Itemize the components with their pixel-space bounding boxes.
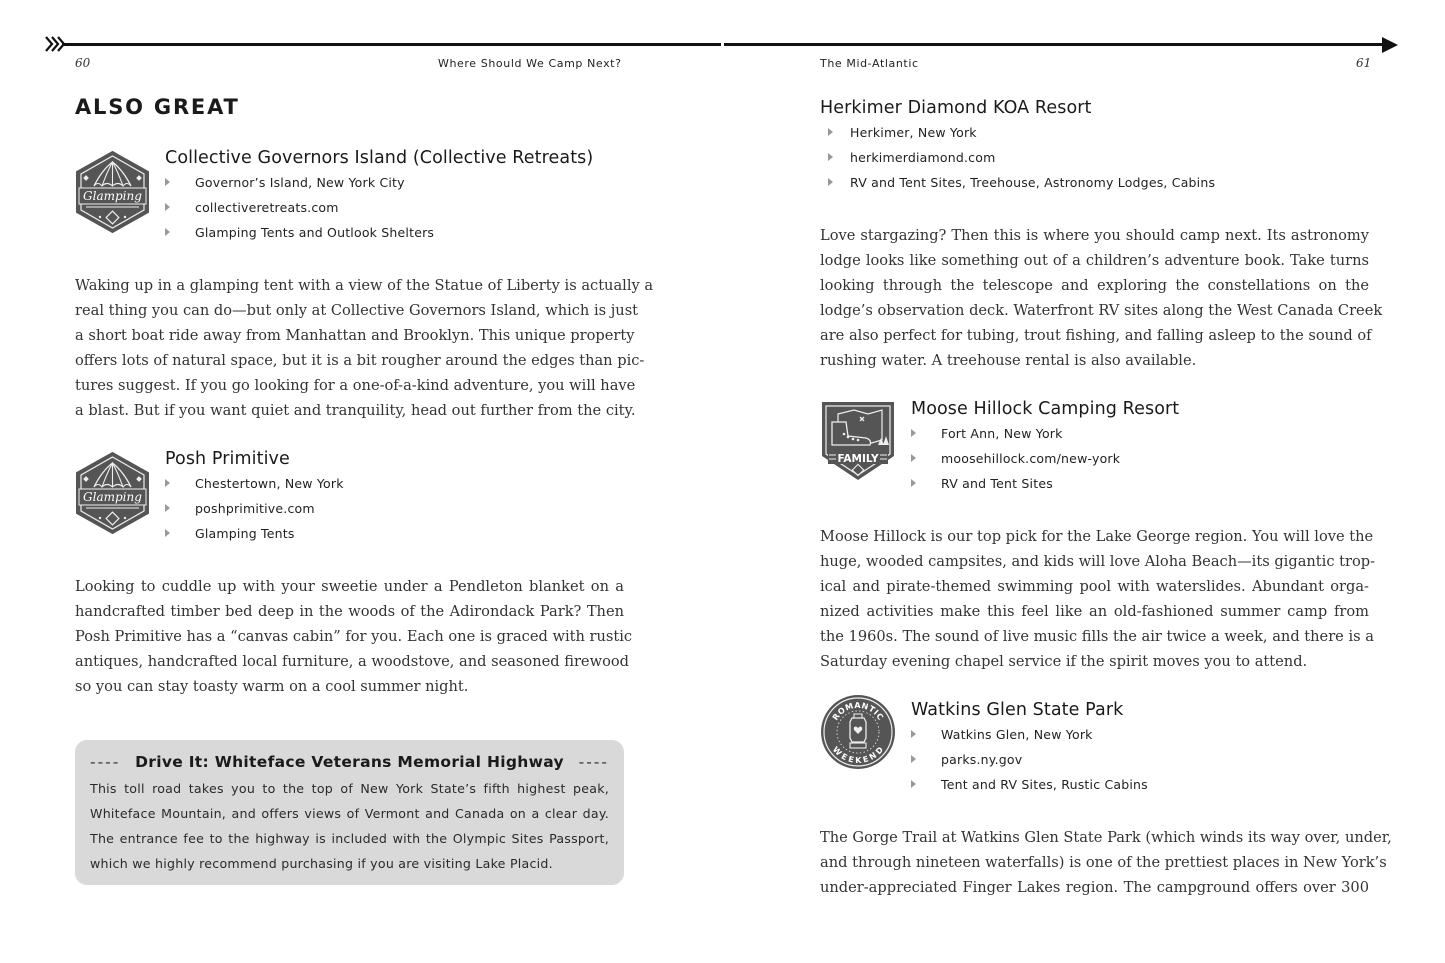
bullet-icon — [911, 730, 916, 738]
section-title: ALSO GREAT — [75, 95, 240, 119]
detail-website[interactable]: moosehillock.com/new-york — [911, 446, 1179, 471]
callout-heading: Drive It: Whiteface Veterans Memorial Highway — [135, 753, 564, 771]
callout-dash-right: ---- — [578, 753, 609, 771]
listing-name: Posh Primitive — [165, 449, 290, 469]
callout-body: This toll road takes you to the top of New York State’s fifth highest peak, Whiteface Mountain, and offers views of Vermont and Canada on a clear day. The entrance fee to the highway is included with the Olympic Sites Passport, which we highly recommend purchasing if you are visiting Lake Placid. — [90, 781, 609, 871]
description-collective-governors-island: Waking up in a glamping tent with a view of the Statue of Liberty is actually a real thing you can do—but only at Collective Governors Island, which is just a short boat ride away from Manhattan and Brooklyn. This unique property offers lots of natural space, but it is a bit rougher around the edges than pic- tures suggest. If you go looking for a one-of-a-kind adventure, you will have a blast. But if you want quiet and tranquility, head out further from the city. — [75, 277, 654, 419]
header-rule-left — [62, 43, 721, 46]
running-head-left: Where Should We Camp Next? — [438, 57, 622, 70]
listing-collective-governors-island — [165, 148, 593, 245]
page-number-right: 61 — [1356, 56, 1372, 70]
detail-location: Herkimer, New York — [820, 120, 1092, 145]
header-rule-right — [724, 43, 1386, 46]
listing-posh-primitive — [165, 449, 344, 546]
description-moose-hillock: Moose Hillock is our top pick for the Lake George region. You will love the huge, wooded campsites, and kids will love Aloha Beach—its gigantic trop- ical and pirate-themed swimming pool with waterslides. Abundant orga- nized activities make this feel like an old-fashioned summer camp from the 1960s. The sound of live music fills the air twice a week, and there is a Saturday evening chapel service if the spirit moves you to attend. — [820, 528, 1376, 670]
detail-location: Governor’s Island, New York City — [165, 170, 593, 195]
detail-accommodations: RV and Tent Sites — [911, 471, 1179, 496]
listing-name: Moose Hillock Camping Resort — [911, 399, 1180, 419]
detail-website[interactable]: poshprimitive.com — [165, 496, 290, 521]
description-posh-primitive: Looking to cuddle up with your sweetie under a Pendleton blanket on a handcrafted timber bed deep in the woods of the Adirondack Park? Then Posh Primitive has a “canvas cabin” for you. Each one is graced with rustic antiques, handcrafted local furniture, a woodstove, and seasoned firewood so you can stay toasty warm on a cool summer night. — [75, 578, 633, 695]
detail-location: Fort Ann, New York — [911, 421, 1179, 446]
svg-text:WEEKEND: WEEKEND — [830, 744, 886, 766]
description-watkins-glen: The Gorge Trail at Watkins Glen State Park (which winds its way over, under, and through nineteen waterfalls) is one of the prettiest places in New York’s under-appreciated Finger Lakes region. The campground offers over 300 — [820, 829, 1392, 896]
glamping-badge-icon — [74, 451, 151, 535]
bullet-icon — [165, 529, 170, 537]
detail-accommodations: Tent and RV Sites, Rustic Cabins — [911, 772, 1123, 797]
listing-moose-hillock — [911, 399, 1179, 496]
listing-herkimer-diamond-koa — [820, 98, 1216, 195]
detail-website[interactable]: herkimerdiamond.com — [820, 145, 1092, 170]
detail-accommodations: RV and Tent Sites, Treehouse, Astronomy Lodges, Cabins — [820, 170, 1092, 195]
bullet-icon — [911, 429, 916, 437]
bullet-icon — [828, 128, 833, 136]
listing-watkins-glen — [911, 700, 1148, 797]
svg-text:FAMILY: FAMILY — [837, 453, 879, 465]
callout-title — [90, 751, 609, 773]
family-badge-icon — [820, 400, 896, 482]
svg-text:Glamping: Glamping — [83, 490, 142, 504]
callout-drive-it — [75, 740, 624, 885]
svg-text:Glamping: Glamping — [83, 189, 142, 203]
glamping-badge-icon — [74, 150, 151, 234]
listing-name: Collective Governors Island (Collective Retreats) — [165, 148, 594, 168]
bullet-icon — [911, 780, 916, 788]
bullet-icon — [911, 755, 916, 763]
bullet-icon — [165, 479, 170, 487]
detail-location: Chestertown, New York — [165, 471, 290, 496]
detail-location: Watkins Glen, New York — [911, 722, 1123, 747]
listing-name: Watkins Glen State Park — [911, 700, 1124, 720]
description-herkimer-diamond-koa: Love stargazing? Then this is where you should camp next. Its astronomy lodge looks like something out of a children’s adventure book. Take turns looking through the telescope and exploring the constellations on the lodge’s observation deck. Waterfront RV sites along the West Canada Creek are also perfect for tubing, trout fishing, and falling asleep to the sound of rushing water. A treehouse rental is also available. — [820, 227, 1383, 369]
bullet-icon — [828, 178, 833, 186]
detail-website[interactable]: collectiveretreats.com — [165, 195, 593, 220]
bullet-icon — [165, 228, 170, 236]
callout-dash-left: ---- — [90, 753, 121, 771]
page-number-left: 60 — [75, 56, 91, 70]
running-head-right: The Mid-Atlantic — [820, 57, 919, 70]
bullet-icon — [911, 454, 916, 462]
bullet-icon — [911, 479, 916, 487]
bullet-icon — [165, 203, 170, 211]
svg-text:ROMANTIC: ROMANTIC — [830, 700, 886, 723]
detail-accommodations: Glamping Tents — [165, 521, 290, 546]
romantic-weekend-badge-icon — [820, 694, 896, 770]
bullet-icon — [165, 504, 170, 512]
bullet-icon — [828, 153, 833, 161]
bullet-icon — [165, 178, 170, 186]
arrowhead-icon — [1382, 37, 1398, 53]
detail-accommodations: Glamping Tents and Outlook Shelters — [165, 220, 593, 245]
listing-name: Herkimer Diamond KOA Resort — [820, 98, 1092, 118]
detail-website[interactable]: parks.ny.gov — [911, 747, 1123, 772]
